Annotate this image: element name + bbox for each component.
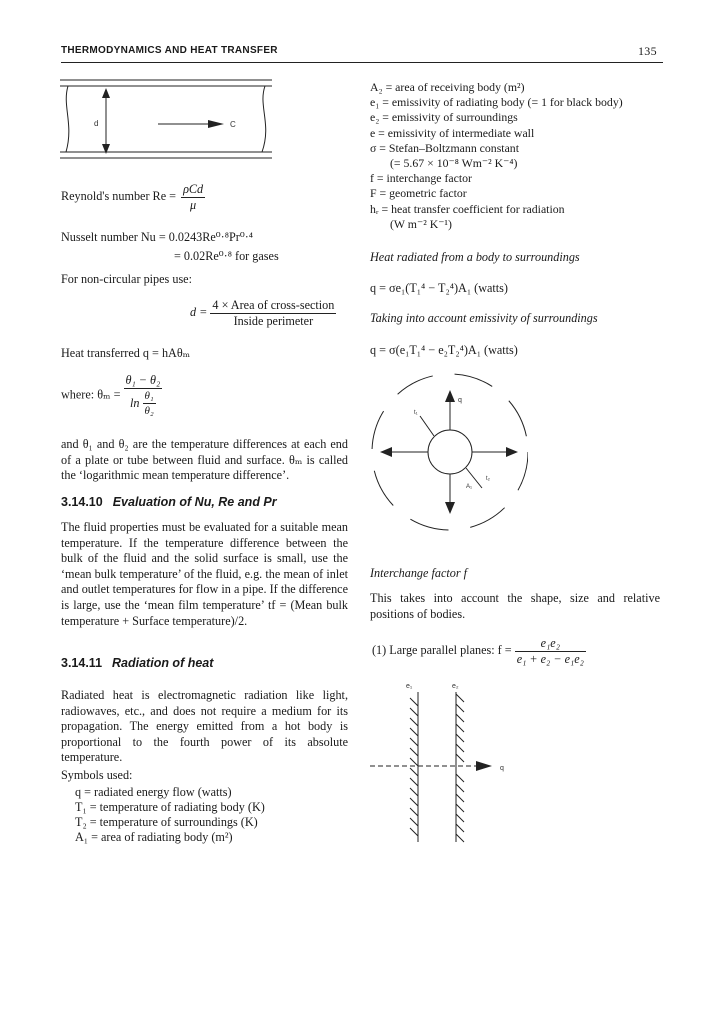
nusselt-gases: = 0.02Re⁰·⁸ for gases [174,249,279,263]
symbol-item: q = radiated energy flow (watts) [75,785,232,799]
heat-flow-arrow-icon [476,761,492,771]
nusselt-formula: Nusselt number Nu = 0.0243Re⁰·⁸Pr⁰·⁴ [61,230,254,244]
e2-label: e₂ [452,683,459,690]
symbol-item: F = geometric factor [370,186,467,201]
velocity-label: C [230,120,236,129]
radiation-paragraph: Radiated heat is electromagnetic radiation like light, radiowaves, etc., and does not require a medium for its propagation. The energy emitted from a hot body is proportional to the fourth power of its absolute temperature. [61,688,348,765]
symbol-item: e₁ = emissivity of radiating body (= 1 for black body) [370,95,623,110]
fluid-properties-paragraph: The fluid properties must be evaluated for a suitable mean temperature. If the temperature difference between the bulk of the fluid and the solid surface is small, use the ‘mean bulk temperature’ of the fluid, e.g. the mean of inlet and outlet temperatures for flow in a pipe. If the difference is large, use the ‘mean film temperature’ tf = (Mean bulk temperature + Surface temperature)/2. [61,520,348,628]
page-number: 135 [638,44,657,58]
q-label: q [500,765,504,772]
symbol-item: σ = Stefan–Boltzmann constant [370,140,519,155]
heading-interchange-factor: Interchange factor f [370,566,468,580]
symbol-item: hᵣ = heat transfer coefficient for radiation [370,201,565,216]
arrow-up-icon [445,390,455,402]
symbol-item: A₂ = area of receiving body (m²) [370,80,525,94]
symbol-item: T₂ = temperature of surroundings (K) [75,815,258,829]
reynolds-formula: Reynold's number Re = $\frac{\text{ρCd}}{\mu}$ [61,182,204,212]
arrow-left-icon [380,447,392,457]
flow-arrow-icon [208,120,224,128]
pipe-flow-diagram [60,78,276,166]
arrow-right-icon [506,447,518,457]
symbol-item: e = emissivity of intermediate wall [370,125,535,140]
interchange-paragraph: This takes into account the shape, size and relative positions of bodies. [370,591,660,621]
section-heading-3-14-11: 3.14.11 Radiation of heat [61,656,214,670]
e1-label: e₁ [406,683,413,690]
symbols-list-right [370,80,623,232]
symbol-item: A₁ = area of radiating body (m²) [75,830,233,844]
heading-radiated-to-surroundings: Heat radiated from a body to surroundings [370,250,580,264]
symbol-item: T₁ = temperature of radiating body (K) [75,800,265,814]
running-header-title: THERMODYNAMICS AND HEAT TRANSFER [61,45,278,56]
radiation-formula-2: q = σ(e₁T₁⁴ − e₂T₂⁴)A₁ (watts) [370,343,518,357]
a1-label: A₁ [466,484,473,490]
symbols-heading: Symbols used: [61,768,133,782]
arrow-up-icon [102,88,110,98]
symbol-item: (W m⁻² K⁻¹) [390,216,452,231]
symbol-item: (= 5.67 × 10⁻⁸ Wm⁻² K⁻⁴) [390,156,518,171]
parallel-planes-formula: (1) Large parallel planes: f = $\frac{\text{e₁e₂}}{\text{e₁ + e₂ − e₁e₂}}$ [372,636,584,666]
radiation-formula-1: q = σe₁(T₁⁴ − T₂⁴)A₁ (watts) [370,281,508,295]
diameter-label: d [94,119,99,128]
right-plane-hatching [456,694,464,842]
symbol-item: e₂ = emissivity of surroundings [370,110,518,125]
t1-label: t₁ [414,410,418,416]
arrow-down-icon [445,502,455,514]
noncircular-note: For non-circular pipes use: [61,272,192,286]
symbols-list-left [75,785,265,845]
q-label: q [458,397,462,404]
parallel-planes-diagram [366,678,516,846]
header-rule [61,62,663,63]
left-plane-hatching [410,698,418,836]
heading-emissivity-surroundings: Taking into account emissivity of surroundings [370,311,598,325]
t2-label: t₂ [486,476,490,482]
lmtd-paragraph: and θ₁ and θ₂ are the temperature differences at each end of a plate or tube between fluid and surface. θₘ is called the ‘logarithmic mean temperature difference’. [61,437,348,483]
hydraulic-diameter-formula: d = $\frac{\text{4 × Area of cross-section}}{\text{Inside perimeter}}$ [190,298,335,328]
body-in-enclosure-diagram [368,368,528,538]
theta-m-formula: where: θₘ = θ₁ − θ₂ ln $\frac{\text{θ₁}}{\text{θ₂}}$ [61,373,161,417]
symbol-item: f = interchange factor [370,171,472,186]
section-heading-3-14-10: 3.14.10 Evaluation of Nu, Re and Pr [61,495,277,509]
heat-transferred-formula: Heat transferred q = hAθₘ [61,346,191,360]
